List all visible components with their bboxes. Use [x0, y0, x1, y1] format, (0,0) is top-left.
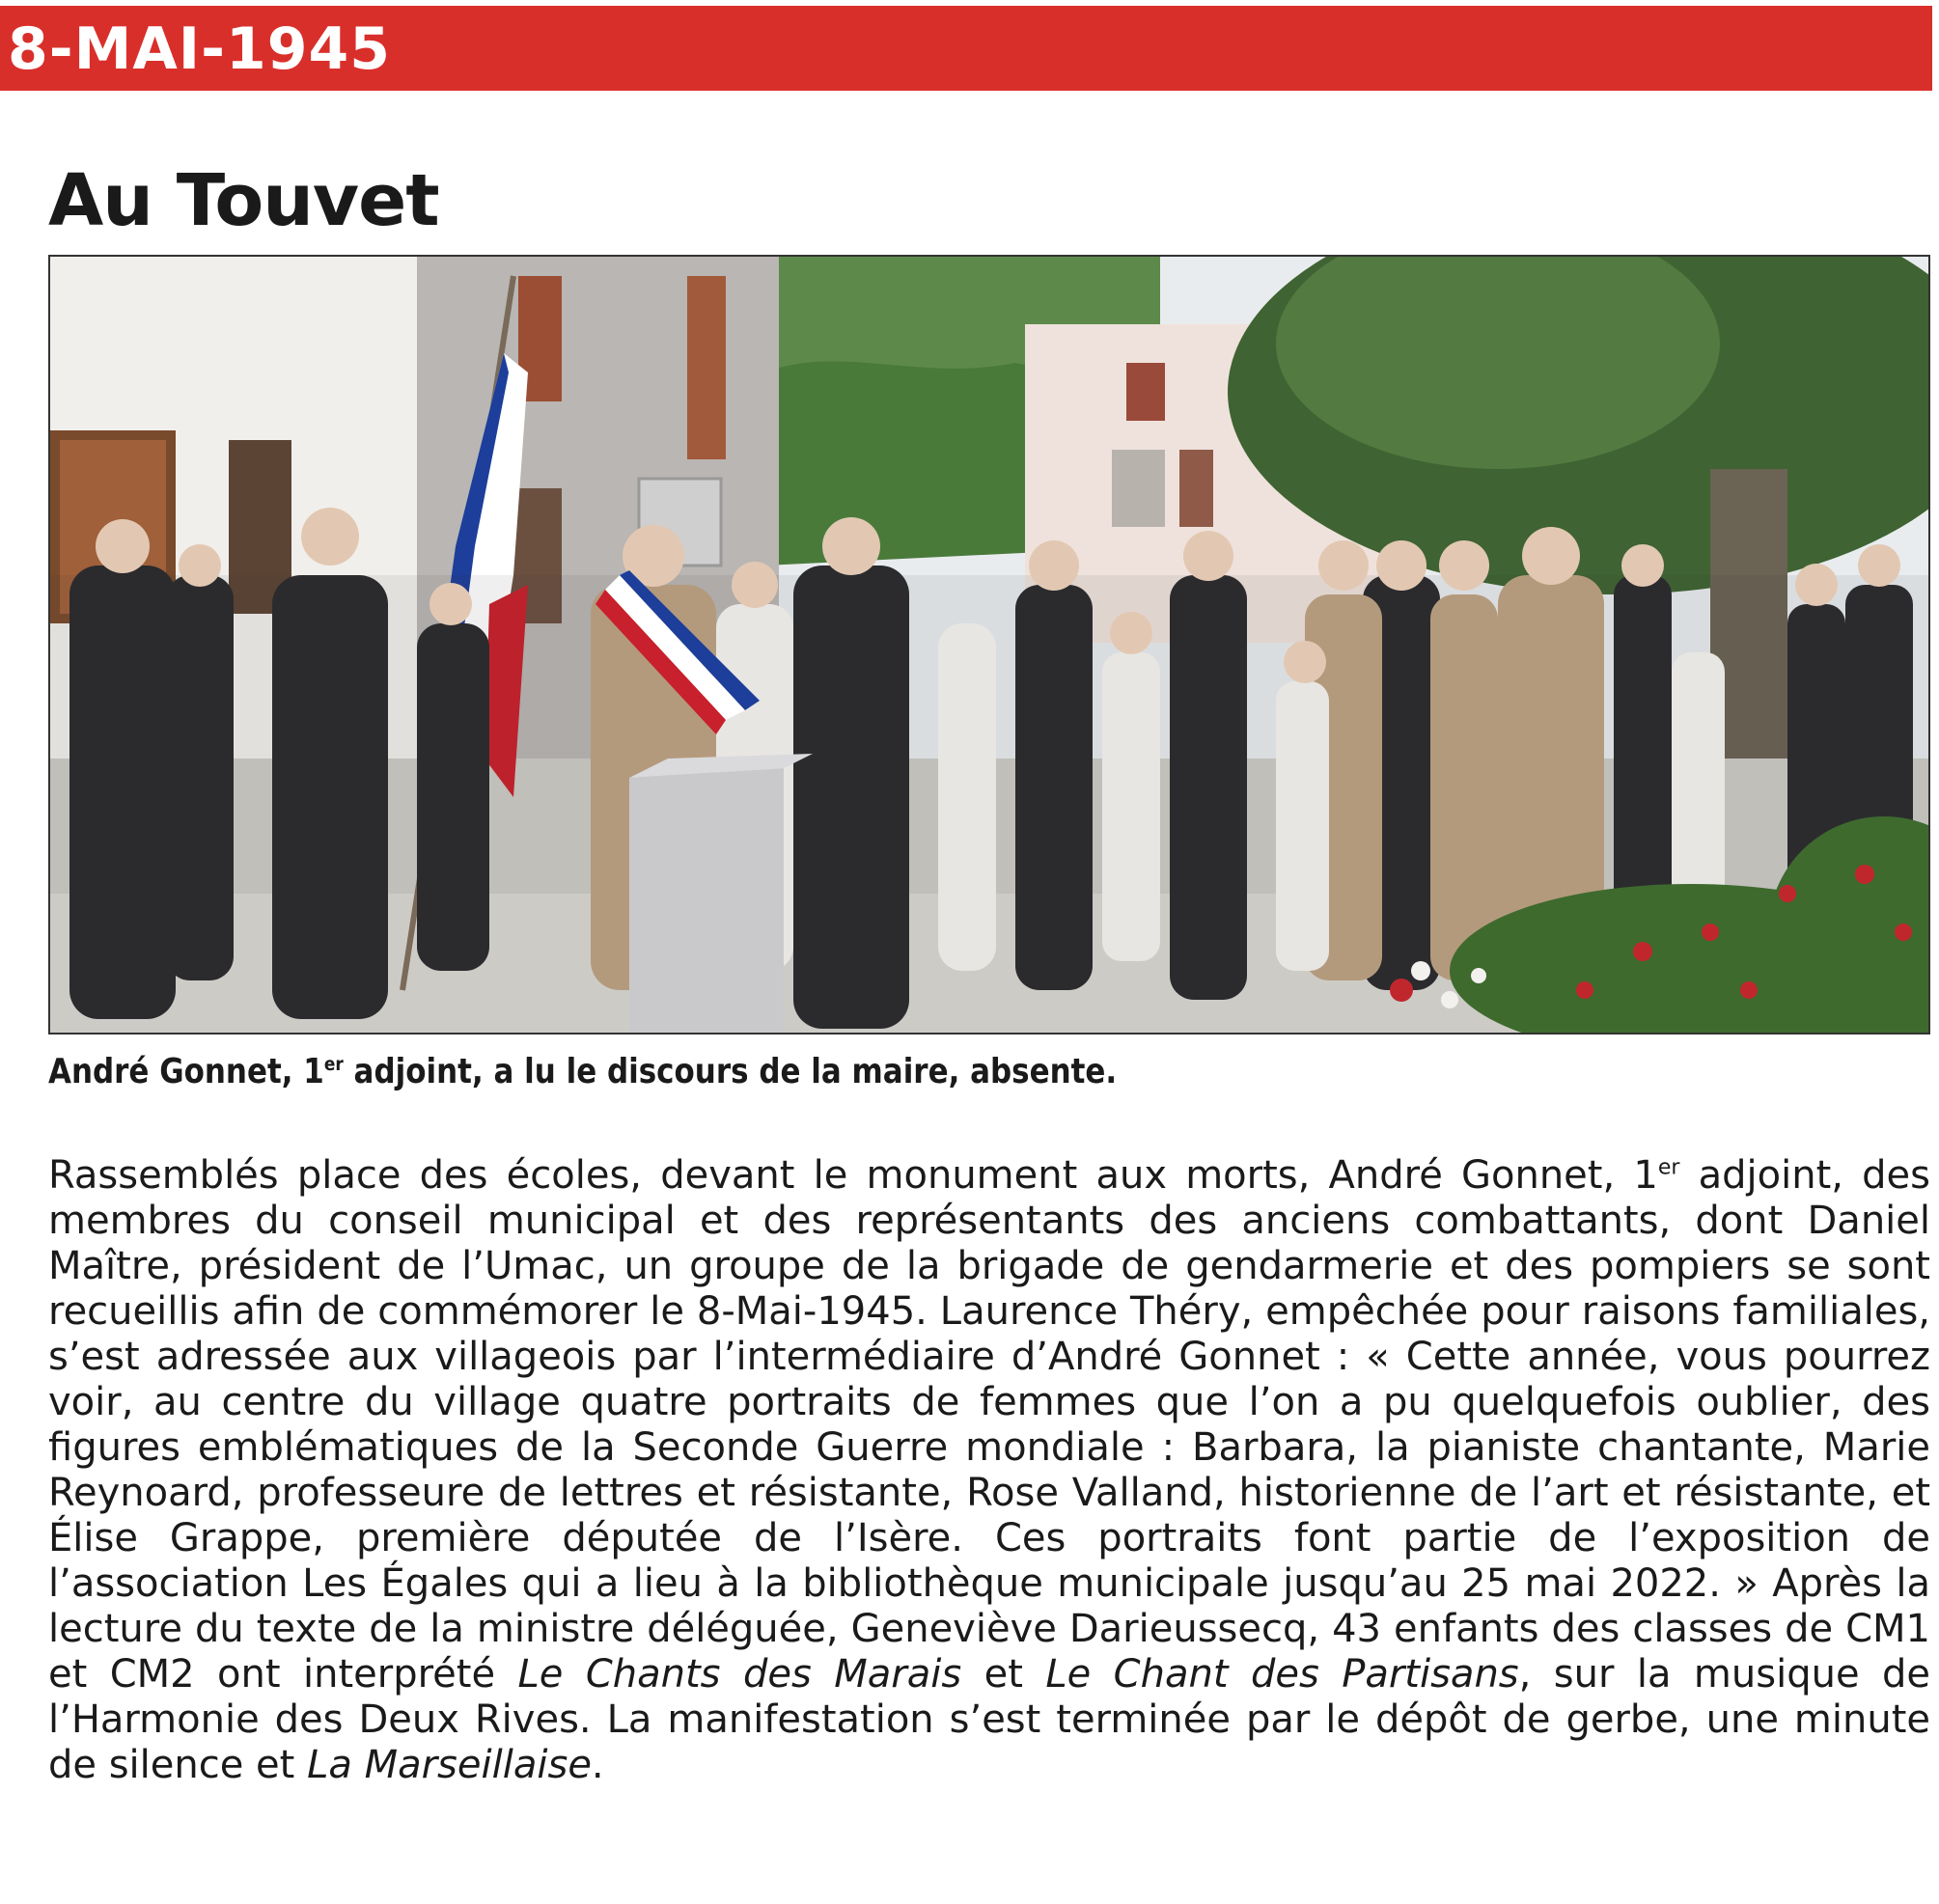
article-text-3: et [961, 1652, 1046, 1697]
section-title: 8-MAI-1945 [8, 15, 392, 83]
article-text-1: Rassemblés place des écoles, devant le monument aux morts, André Gonnet, 1 [48, 1153, 1658, 1198]
article-superscript: er [1657, 1155, 1680, 1180]
article-photo [48, 255, 1930, 1035]
article-headline: Au Touvet [48, 159, 439, 242]
article-text-5: . [591, 1743, 604, 1787]
section-banner [0, 6, 1932, 91]
song-title-1: Le Chants des Marais [517, 1652, 962, 1697]
article-body [48, 1153, 1930, 1788]
caption-text-start: André Gonnet, 1 [48, 1052, 324, 1091]
ceremony-photo-illustration [50, 257, 1928, 1033]
song-title-2: Le Chant des Partisans [1045, 1652, 1519, 1697]
anthem-title: La Marseillaise [307, 1743, 592, 1787]
photo-caption [48, 1052, 1117, 1091]
caption-superscript: er [323, 1053, 344, 1075]
article-text-2: adjoint, des membres du conseil municipal et des représentants des anciens combattants, dont Daniel Maître, président de l’Umac, un groupe de la brigade de gendarmerie et des pompiers se sont recueillis afin de commémorer le 8-Mai-1945. Laurence Théry, empêchée pour raisons familiales, s’est adressée aux villageois par l’intermédiaire d’André Gonnet : « Cette année, vous pourrez voir, au centre du village quatre portraits de femmes que l’on a pu quelquefois oublier, des figures emblématiques de la Seconde Guerre mondiale : Barbara, la pianiste chantante, Marie Reynoard, professeure de lettres et résistante, Rose Valland, historienne de l’art et résistante, et Élise Grappe, première députée de l’Isère. Ces portraits font partie de l’exposition de l’association Les Égales qui a lieu à la bibliothèque municipale jusqu’au 25 mai 2022. » Après la lecture du texte de la ministre déléguée, Geneviève Darieussecq, 43 enfants des classes de CM1 et CM2 ont interprété [48, 1153, 1930, 1697]
article-text-4: , sur la musique de l’Harmonie des Deux Rives. La manifestation s’est terminée par le dépôt de gerbe, une minute de silence et [48, 1652, 1930, 1787]
caption-text-end: adjoint, a lu le discours de la maire, absente. [343, 1052, 1118, 1091]
